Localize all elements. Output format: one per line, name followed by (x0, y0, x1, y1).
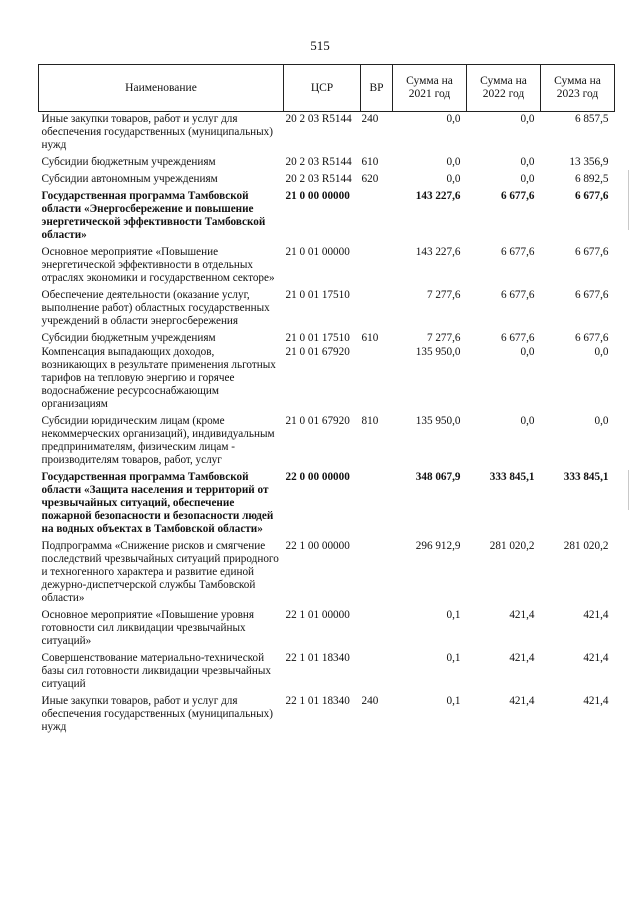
row-sum-2021: 0,0 (446, 156, 461, 168)
header-sum-2023: Сумма на 2023 год (541, 65, 615, 112)
row-sum-2022: 0,0 (520, 415, 535, 427)
table-row (39, 285, 615, 328)
row-sum-2022: 0,0 (520, 113, 535, 125)
row-sum-2023: 421,4 (583, 609, 609, 621)
row-vr (361, 345, 393, 411)
row-sum-2022: 6 677,6 (500, 190, 535, 202)
table-row (39, 328, 615, 345)
row-name: Субсидии бюджетным учреждениям (41, 156, 216, 168)
row-vr (361, 285, 393, 328)
table-body (39, 112, 615, 735)
header-vr: ВР (361, 65, 393, 112)
row-sum-2021: 0,1 (446, 652, 461, 664)
row-sum-2021: 7 277,6 (426, 332, 461, 344)
row-sum-2023: 421,4 (583, 652, 609, 664)
row-vr: 240 (361, 695, 379, 707)
row-csr: 21 0 01 17510 (285, 332, 350, 344)
row-vr (361, 186, 393, 242)
row-name: Субсидии бюджетным учреждениям (41, 332, 216, 344)
row-csr: 20 2 03 R5144 (285, 113, 352, 125)
row-sum-2022: 281 020,2 (489, 540, 535, 552)
row-sum-2023: 333 845,1 (563, 471, 609, 483)
table-row (39, 112, 615, 153)
row-sum-2021: 296 912,9 (415, 540, 461, 552)
row-sum-2021: 0,0 (446, 113, 461, 125)
row-csr: 22 0 00 00000 (285, 471, 350, 483)
table-row (39, 605, 615, 648)
row-csr: 22 1 01 00000 (285, 609, 350, 621)
budget-table-container (38, 64, 614, 734)
row-vr: 620 (361, 173, 379, 185)
page-number: 515 (310, 38, 330, 53)
table-row (39, 411, 615, 467)
row-sum-2022: 421,4 (509, 609, 535, 621)
row-name: Государственная программа Тамбовской области «Энергосбережение и повышение энергетической эффективности Тамбовской области» (41, 190, 266, 241)
row-sum-2023: 6 892,5 (574, 173, 609, 185)
row-sum-2022: 333 845,1 (489, 471, 535, 483)
scan-edge-mark (628, 170, 629, 230)
row-csr: 21 0 01 00000 (285, 246, 350, 258)
row-sum-2023: 6 677,6 (574, 246, 609, 258)
header-csr: ЦСР (284, 65, 361, 112)
header-sum-2021: Сумма на 2021 год (393, 65, 467, 112)
row-name: Субсидии автономным учреждениям (41, 173, 218, 185)
row-csr: 21 0 00 00000 (285, 190, 350, 202)
row-name: Основное мероприятие «Повышение энергетической эффективности в отдельных отраслях экономики и государственном секторе» (41, 246, 275, 284)
table-row (39, 242, 615, 285)
row-csr: 22 1 01 18340 (285, 652, 350, 664)
table-header (39, 65, 615, 112)
row-csr: 22 1 00 00000 (285, 540, 350, 552)
row-sum-2023: 13 356,9 (569, 156, 609, 168)
row-vr (361, 536, 393, 605)
row-sum-2022: 6 677,6 (500, 246, 535, 258)
row-name: Обеспечение деятельности (оказание услуг, выполнение работ) областных государственных учреждений в области энергосбережения (41, 289, 270, 327)
row-sum-2021: 143 227,6 (415, 246, 461, 258)
row-vr: 610 (361, 156, 379, 168)
row-sum-2023: 6 677,6 (574, 332, 609, 344)
scan-edge-mark (628, 470, 629, 510)
row-name: Компенсация выпадающих доходов, возникающих в результате применения льготных тарифов на тепловую энергию и горячее водоснабжение ресурсоснабжающим организациям (41, 346, 276, 410)
row-sum-2022: 6 677,6 (500, 289, 535, 301)
row-sum-2021: 348 067,9 (415, 471, 461, 483)
row-sum-2021: 0,1 (446, 695, 461, 707)
row-vr: 610 (361, 332, 379, 344)
row-sum-2023: 0,0 (594, 346, 609, 358)
row-sum-2021: 0,1 (446, 609, 461, 621)
row-vr: 240 (361, 113, 379, 125)
row-name: Основное мероприятие «Повышение уровня готовности сил ликвидации чрезвычайных ситуаций» (41, 609, 255, 647)
row-csr: 21 0 01 17510 (285, 289, 350, 301)
table-row (39, 169, 615, 186)
table-row (39, 186, 615, 242)
row-sum-2023: 421,4 (583, 695, 609, 707)
row-sum-2022: 6 677,6 (500, 332, 535, 344)
header-name: Наименование (39, 65, 284, 112)
row-csr: 20 2 03 R5144 (285, 173, 352, 185)
row-sum-2022: 421,4 (509, 695, 535, 707)
row-vr: 810 (361, 415, 379, 427)
row-sum-2022: 0,0 (520, 156, 535, 168)
row-sum-2023: 6 857,5 (574, 113, 609, 125)
row-vr (361, 242, 393, 285)
budget-table (38, 64, 615, 734)
row-vr (361, 605, 393, 648)
row-csr: 20 2 03 R5144 (285, 156, 352, 168)
header-sum-2022: Сумма на 2022 год (467, 65, 541, 112)
row-name: Иные закупки товаров, работ и услуг для обеспечения государственных (муниципальных) нужд (41, 113, 273, 151)
row-name: Подпрограмма «Снижение рисков и смягчение последствий чрезвычайных ситуаций природного и техногенного характера и развитие единой дежурно-диспетчерской службы Тамбовской области» (41, 540, 279, 604)
row-sum-2021: 135 950,0 (415, 346, 461, 358)
row-name: Субсидии юридическим лицам (кроме некоммерческих организаций), индивидуальным предпринимателям, физическим лицам - производителям товаров, работ, услуг (41, 415, 275, 466)
row-sum-2023: 281 020,2 (563, 540, 609, 552)
table-row (39, 152, 615, 169)
row-csr: 22 1 01 18340 (285, 695, 350, 707)
row-vr (361, 648, 393, 691)
table-row (39, 691, 615, 734)
row-sum-2021: 143 227,6 (415, 190, 461, 202)
row-vr (361, 467, 393, 536)
row-csr: 21 0 01 67920 (285, 415, 350, 427)
row-name: Совершенствование материально-технической базы сил готовности ликвидации чрезвычайных ситуаций (41, 652, 272, 690)
table-row (39, 536, 615, 605)
row-name: Иные закупки товаров, работ и услуг для обеспечения государственных (муниципальных) нужд (41, 695, 273, 733)
row-sum-2021: 7 277,6 (426, 289, 461, 301)
table-row (39, 648, 615, 691)
table-row (39, 345, 615, 411)
table-row (39, 467, 615, 536)
row-sum-2021: 135 950,0 (415, 415, 461, 427)
row-sum-2021: 0,0 (446, 173, 461, 185)
row-sum-2023: 6 677,6 (574, 289, 609, 301)
row-sum-2022: 0,0 (520, 173, 535, 185)
row-sum-2023: 6 677,6 (574, 190, 609, 202)
row-sum-2023: 0,0 (594, 415, 609, 427)
row-name: Государственная программа Тамбовской области «Защита населения и территорий от чрезвычайных ситуаций, обеспечение пожарной безопасности и безопасности людей на водных объектах в Тамбовской области» (41, 471, 274, 535)
row-csr: 21 0 01 67920 (285, 346, 350, 358)
row-sum-2022: 421,4 (509, 652, 535, 664)
row-sum-2022: 0,0 (520, 346, 535, 358)
